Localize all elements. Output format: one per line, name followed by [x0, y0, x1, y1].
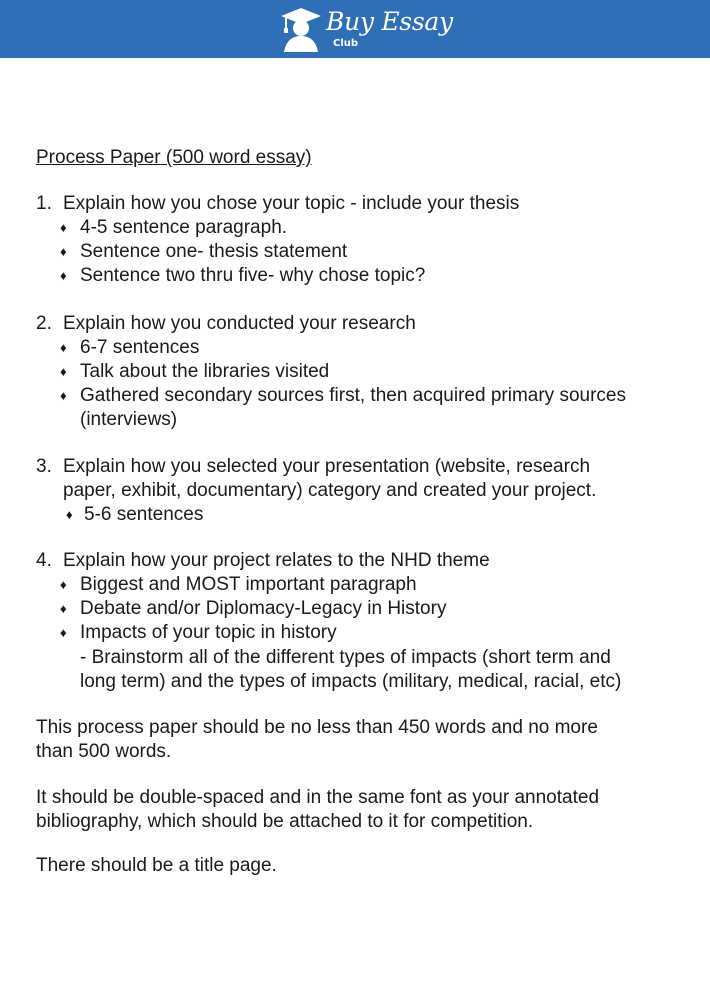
bullet-text: 5-6 sentences — [84, 504, 204, 525]
bullet-diamond-icon: ♦ — [60, 625, 67, 640]
bullet-diamond-icon: ♦ — [60, 268, 67, 283]
section-heading: Explain how you chose your topic - include your thesis — [63, 193, 520, 214]
bullet-diamond-icon: ♦ — [60, 577, 67, 592]
bullet-diamond-icon: ♦ — [60, 388, 67, 403]
section-number: 2. — [36, 313, 52, 334]
bullet-diamond-icon: ♦ — [60, 220, 67, 235]
section-number: 3. — [36, 456, 52, 477]
brand-name: Buy Essay — [326, 7, 453, 36]
doc-title: Process Paper (500 word essay) — [36, 147, 312, 168]
bullet-diamond-icon: ♦ — [60, 340, 67, 355]
bullet-diamond-icon: ♦ — [66, 507, 73, 522]
paragraph-line: This process paper should be no less than 450 words and no more — [36, 717, 598, 738]
section-heading-line2: paper, exhibit, documentary) category and created your project. — [63, 480, 597, 501]
brand-sub: Club — [333, 38, 359, 49]
paragraph-line: It should be double-spaced and in the same font as your annotated — [36, 787, 600, 808]
section-heading: Explain how you conducted your research — [63, 313, 416, 334]
bullet-text: Talk about the libraries visited — [80, 361, 330, 382]
bullet-text: Sentence one- thesis statement — [80, 241, 348, 262]
bullet-text: Debate and/or Diplomacy-Legacy in History — [80, 598, 447, 619]
section-heading: Explain how you selected your presentation (website, research — [63, 456, 591, 477]
paragraph-line: than 500 words. — [36, 741, 172, 762]
paragraph-line: bibliography, which should be attached to it for competition. — [36, 811, 534, 832]
bullet-continuation: (interviews) — [80, 409, 178, 430]
bullet-text: 6-7 sentences — [80, 337, 200, 358]
bullet-diamond-icon: ♦ — [60, 601, 67, 616]
section-number: 1. — [36, 193, 52, 214]
section-heading: Explain how your project relates to the NHD theme — [63, 550, 490, 571]
bullet-text: Sentence two thru five- why chose topic? — [80, 265, 426, 286]
bullet-text: Biggest and MOST important paragraph — [80, 574, 417, 595]
bullet-text: 4-5 sentence paragraph. — [80, 217, 288, 238]
bullet-text: Gathered secondary sources first, then acquired primary sources — [80, 385, 626, 406]
section-number: 4. — [36, 550, 52, 571]
bullet-text: Impacts of your topic in history — [80, 622, 337, 643]
bullet-diamond-icon: ♦ — [60, 364, 67, 379]
sub-line: - Brainstorm all of the different types of impacts (short term and — [80, 647, 611, 668]
bullet-diamond-icon: ♦ — [60, 244, 67, 259]
paragraph-line: There should be a title page. — [36, 855, 277, 876]
sub-line: long term) and the types of impacts (military, medical, racial, etc) — [80, 671, 622, 692]
